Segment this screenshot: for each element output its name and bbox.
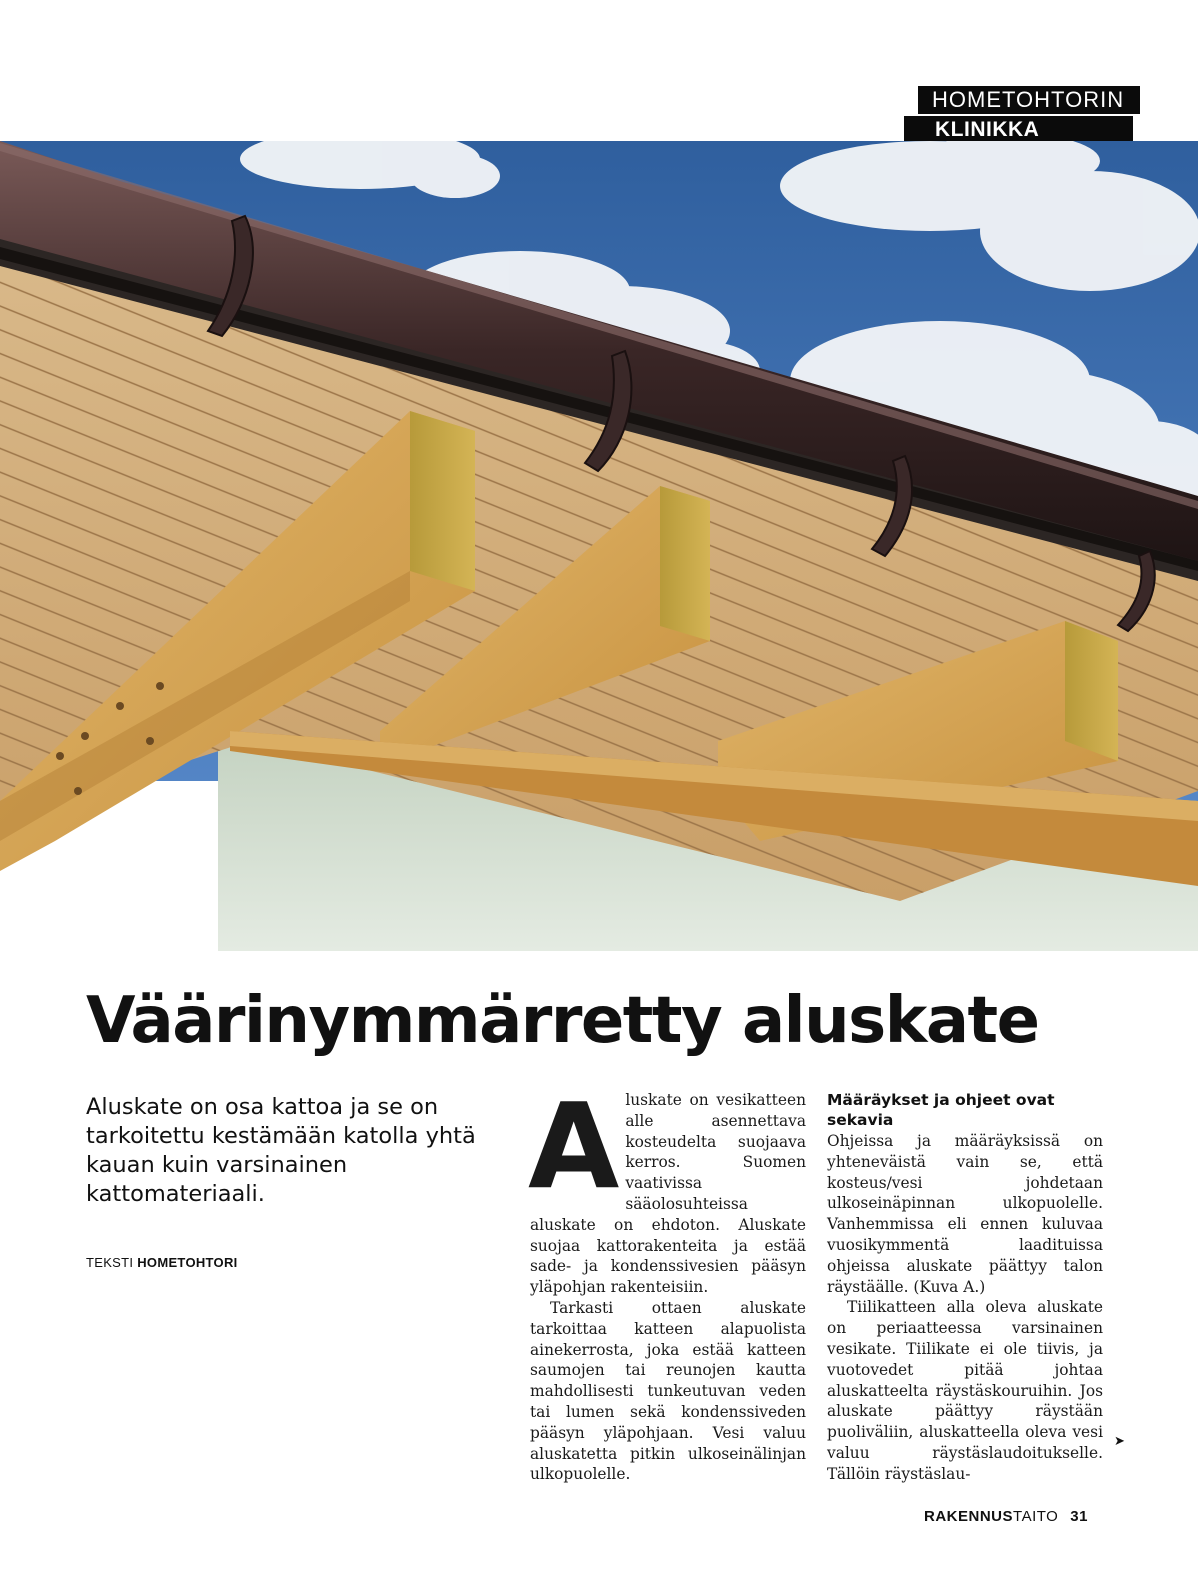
article-headline: Väärinymmärretty aluskate bbox=[86, 984, 1039, 1058]
subheading: Määräykset ja ohjeet ovat sekavia bbox=[827, 1091, 1055, 1129]
page-footer bbox=[924, 1508, 1088, 1525]
paragraph-2: Tarkasti ottaen aluskate tarkoittaa katteen alapuolista ainekerrosta, joka estää katteen saumojen tai reunojen kautta mahdollisesti tunkeutuvan veden tai lumen sekä kondenssiveden pääsyn yläpohjaan. Vesi valuu aluskatetta pitkin ulkoseinälinjan ulkopuolelle. bbox=[530, 1298, 806, 1484]
paragraph-3: Ohjeissa ja määräyksissä on yhteneväistä vain se, että kosteus/vesi johdetaan ulkoseinäpinnan ulkopuolelle. Vanhemmissa eli ennen kuluvaa vuosikymmentä laadituissa ohjeissa aluskate päättyy talon räystäälle. (Kuva A.) bbox=[827, 1132, 1103, 1296]
continue-arrow-icon: ➤ bbox=[1114, 1434, 1125, 1449]
drop-cap: A bbox=[528, 1077, 620, 1215]
footer-brand-light: TAITO bbox=[1013, 1508, 1059, 1525]
byline bbox=[86, 1255, 238, 1270]
article-lead: Aluskate on osa kattoa ja se on tarkoitettu kestämään katolla yhtä kauan kuin varsinainen kattomateriaali. bbox=[86, 1094, 476, 1207]
hero-photo bbox=[0, 141, 1198, 951]
section-tag-line2: KLINIKKA bbox=[904, 116, 1133, 144]
byline-author: HOMETOHTORI bbox=[137, 1255, 238, 1270]
article-column-1 bbox=[528, 1077, 806, 1485]
footer-brand-bold: RAKENNUS bbox=[924, 1508, 1014, 1525]
paragraph-1: luskate on vesikatteen alle asennettava kosteudelta suojaava kerros. Suomen vaativissa sääolosuhteissa aluskate on ehdoton. Aluskate suojaa kattorakenteita ja estää sade- ja kondenssivesien pääsyn yläpohjan rakenteisiin. bbox=[530, 1091, 806, 1297]
article-column-2 bbox=[827, 1090, 1103, 1485]
page-number: 31 bbox=[1070, 1508, 1088, 1525]
byline-label: TEKSTI bbox=[86, 1255, 134, 1270]
section-tag-line1: HOMETOHTORIN bbox=[918, 86, 1140, 114]
paragraph-4: Tiilikatteen alla oleva aluskate on periaatteessa varsinainen vesikate. Tiilikate ei ole tiivis, ja vuotovedet pitää johtaa aluskatteelta räystäskouruihin. Jos aluskate päättyy räystään puoliväliin, aluskatteella oleva vesi valuu räystäslaudoitukselle. Tällöin räystäslau- bbox=[827, 1298, 1103, 1483]
